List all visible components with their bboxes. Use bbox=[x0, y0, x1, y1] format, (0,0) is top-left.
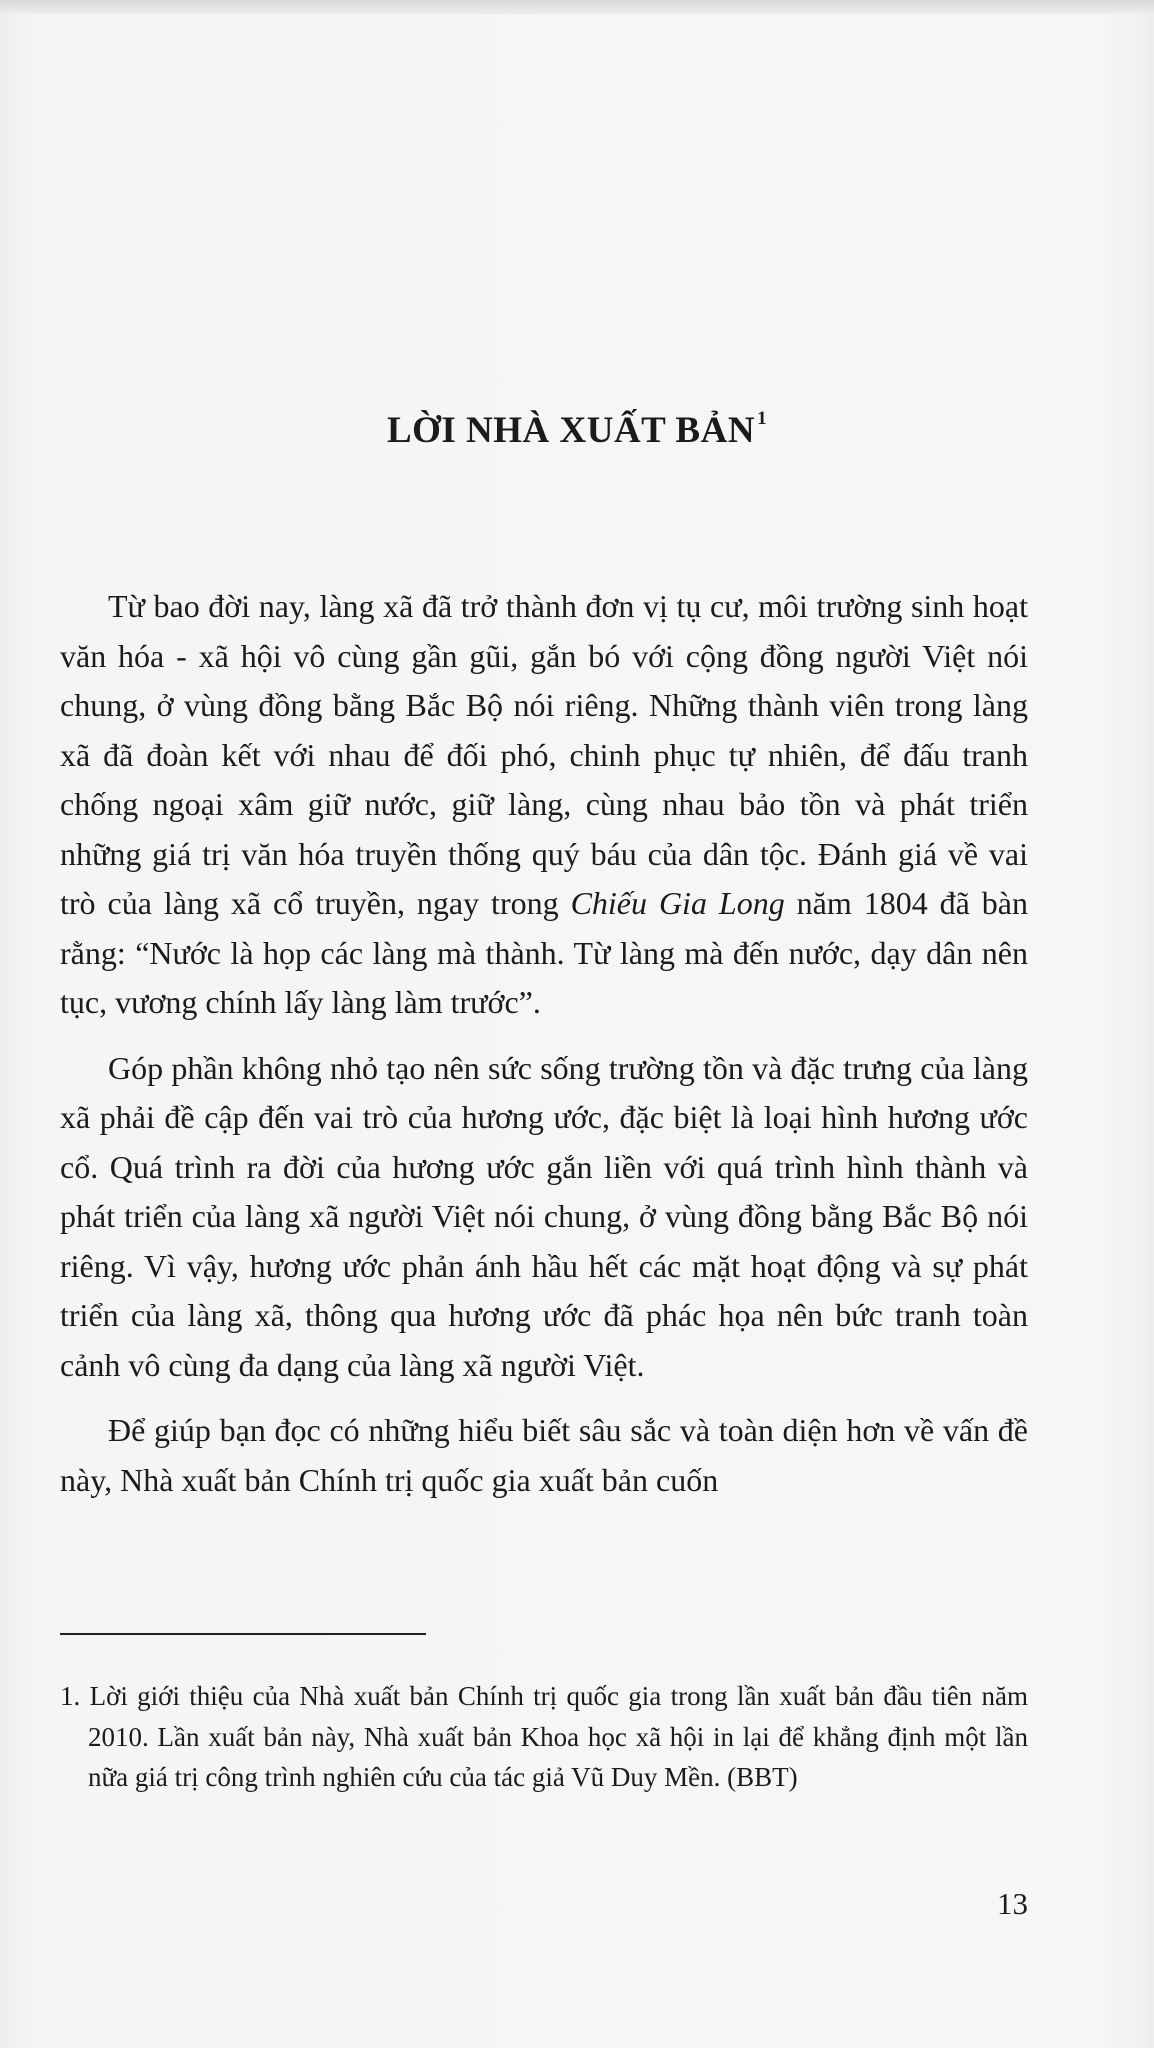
paragraph-1-part-1: Từ bao đời nay, làng xã đã trở thành đơn vị tụ cư, môi trường sinh hoạt văn hóa - xã hội vô cùng gần gũi, gắn bó với cộng đồng người Việt nói chung, ở vùng đồng bằng Bắc Bộ nói riêng. Những thành viên trong làng xã đã đoàn kết với nhau để đối phó, chinh phục tự nhiên, để đấu tranh chống ngoại xâm giữ nước, giữ làng, cùng nhau bảo tồn và phát triển những giá trị văn hóa truyền thống quý báu của dân tộc. Đánh giá về vai trò của làng xã cổ truyền, ngay trong bbox=[60, 588, 1028, 921]
title-text: LỜI NHÀ XUẤT BẢN bbox=[386, 410, 756, 451]
paragraph-2: Góp phần không nhỏ tạo nên sức sống trường tồn và đặc trưng của làng xã phải đề cập đến vai trò của hương ước, đặc biệt là loại hình hương ước cổ. Quá trình ra đời của hương ước gắn liền với quá trình hình thành và phát triển của làng xã người Việt nói chung, ở vùng đồng bằng Bắc Bộ nói riêng. Vì vậy, hương ước phản ánh hầu hết các mặt hoạt động và sự phát triển của làng xã, thông qua hương ước đã phác họa nên bức tranh toàn cảnh vô cùng đa dạng của làng xã người Việt. bbox=[60, 1049, 1028, 1383]
title-footnote-mark: 1 bbox=[757, 408, 768, 429]
paragraph-1-part-2: năm 1804 đã bàn rằng: “Nước là họp các làng mà thành. Từ làng mà đến nước, dạy dân nên tục, vương chính lấy làng làm trước”. bbox=[60, 885, 1029, 1020]
paragraph-3: Để giúp bạn đọc có những hiểu biết sâu sắc và toàn diện hơn về vấn đề này, Nhà xuất bản Chính trị quốc gia xuất bản cuốn bbox=[60, 1412, 1028, 1498]
footnote: 1. Lời giới thiệu của Nhà xuất bản Chính trị quốc gia trong lần xuất bản đầu tiên năm 2010. Lần xuất bản này, Nhà xuất bản Khoa học xã hội in lại để khẳng định một lần nữa giá trị công trình nghiên cứu của tác giả Vũ Duy Mền. (BBT) bbox=[60, 1681, 1028, 1792]
paragraph-1-italic-title: Chiếu Gia Long bbox=[570, 885, 785, 921]
footnote-separator bbox=[60, 1633, 426, 1635]
page-top-edge bbox=[0, 0, 1154, 14]
page-title bbox=[0, 408, 1154, 452]
paragraph-1 bbox=[60, 582, 1028, 1028]
page-number: 13 bbox=[997, 1886, 1028, 1921]
body-text bbox=[60, 582, 1028, 1505]
